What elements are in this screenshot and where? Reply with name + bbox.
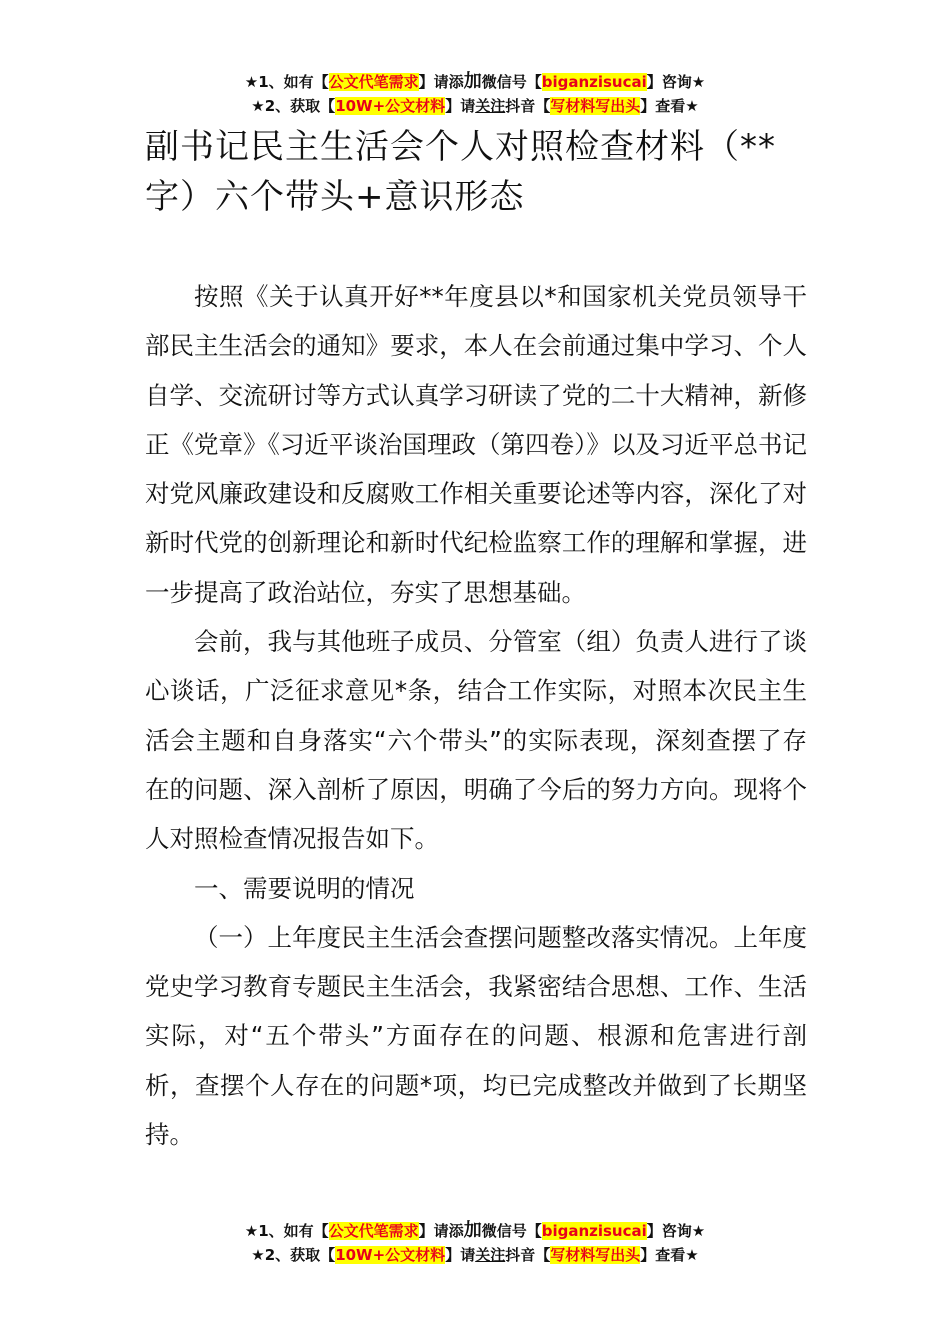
- banner-line-1: [0, 70, 950, 94]
- banner-highlight: 公文代笔需求: [328, 1222, 419, 1240]
- banner-highlight: biganzisucai: [541, 73, 647, 91]
- banner-text: 】请: [445, 97, 476, 115]
- banner-emphasis: 关注: [475, 97, 506, 115]
- banner-highlight: 10W+公文材料: [335, 97, 446, 115]
- banner-text: ★1、如有【: [244, 1222, 329, 1240]
- banner-line-2: [0, 94, 950, 118]
- top-banner: [0, 70, 950, 118]
- banner-text: 微信号【: [481, 73, 542, 91]
- banner-emphasis: 关注: [475, 1246, 506, 1264]
- banner-highlight: 写材料写出头: [550, 97, 641, 115]
- document-body: [145, 272, 807, 1159]
- section-heading: 一、需要说明的情况: [194, 873, 415, 903]
- banner-text: 】咨询★: [646, 73, 706, 91]
- banner-text: 】查看★: [640, 97, 699, 115]
- bottom-banner: [0, 1219, 950, 1267]
- banner-highlight: biganzisucai: [541, 1222, 647, 1240]
- banner-text: 】请添: [418, 73, 464, 91]
- banner-text: 】查看★: [640, 1246, 699, 1264]
- banner-highlight: 10W+公文材料: [335, 1246, 446, 1264]
- banner-text: ★2、获取【: [251, 1246, 336, 1264]
- banner-text: 微信号【: [481, 1222, 542, 1240]
- banner-emphasis: 加: [463, 71, 482, 92]
- banner-text: 抖音【: [505, 97, 551, 115]
- banner-text: ★2、获取【: [251, 97, 336, 115]
- banner-text: 抖音【: [505, 1246, 551, 1264]
- banner-text: ★1、如有【: [244, 73, 329, 91]
- body-paragraph: 按照《关于认真开好**年度县以*和国家机关党员领导干部民主生活会的通知》要求，本人在会前通过集中学习、个人自学、交流研讨等方式认真学习研读了党的二十大精神，新修正《党章》《习近平谈治国理政（第四卷）》以及习近平总书记对党风廉政建设和反腐败工作相关重要论述等内容，深化了对新时代党的创新理论和新时代纪检监察工作的理解和掌握，进一步提高了政治站位，夯实了思想基础。: [145, 282, 807, 607]
- document-title: 副书记民主生活会个人对照检查材料（**字）六个带头+意识形态: [145, 127, 776, 217]
- banner-highlight: 公文代笔需求: [328, 73, 419, 91]
- body-paragraph: （一）上年度民主生活会查摆问题整改落实情况。上年度党史学习教育专题民主生活会，我紧密结合思想、工作、生活实际，对“五个带头”方面存在的问题、根源和危害进行剖析，查摆个人存在的问题*项，均已完成整改并做到了长期坚持。: [145, 922, 807, 1150]
- banner-line-1: [0, 1219, 950, 1243]
- banner-line-2: [0, 1243, 950, 1267]
- banner-text: 】请: [445, 1246, 476, 1264]
- banner-highlight: 写材料写出头: [550, 1246, 641, 1264]
- body-paragraph: 会前，我与其他班子成员、分管室（组）负责人进行了谈心谈话，广泛征求意见*条，结合工作实际，对照本次民主生活会主题和自身落实“六个带头”的实际表现，深刻查摆了存在的问题、深入剖析了原因，明确了今后的努力方向。现将个人对照检查情况报告如下。: [145, 627, 807, 854]
- banner-text: 】咨询★: [646, 1222, 706, 1240]
- banner-emphasis: 加: [463, 1220, 482, 1241]
- banner-text: 】请添: [418, 1222, 464, 1240]
